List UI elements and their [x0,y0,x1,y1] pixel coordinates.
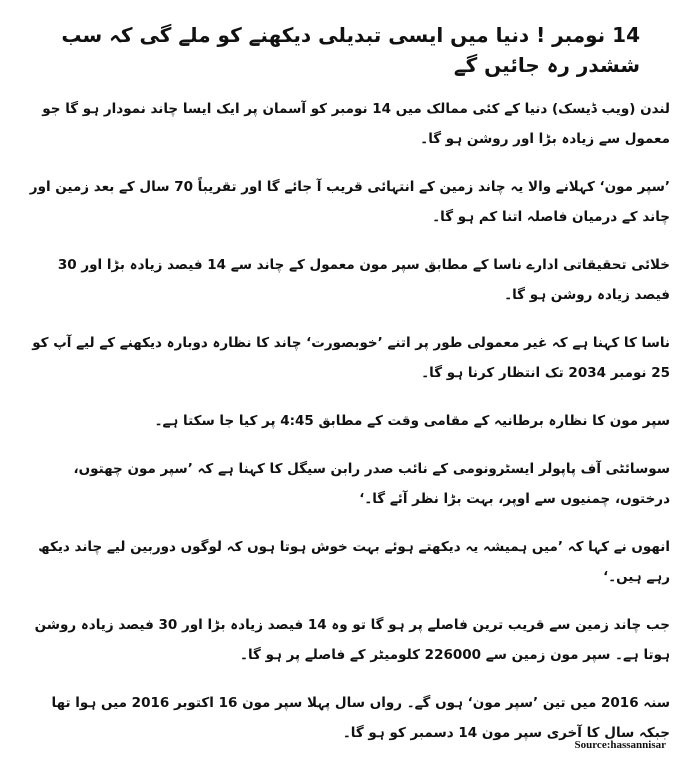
article-paragraph-1: لندن (ویب ڈیسک) دنیا کے کئی ممالک میں 14 نومبر کو آسمان پر ایک ایسا چاند نمودار ہو گا جو معمول سے زیادہ بڑا اور روشن ہو گا۔ [42,101,670,147]
article-paragraph-8: جب چاند زمین سے قریب ترین فاصلے پر ہو گا تو وہ 14 فیصد زیادہ بڑا اور 30 فیصد زیادہ روشن ہوتا ہے۔ سپر مون زمین سے 226000 کلومیٹر کے فاصلے پر ہو گا۔ [34,617,670,663]
article-paragraph-9: سنہ 2016 میں تین ’سپر مون‘ ہوں گے۔ رواں سال پہلا سپر مون 16 اکتوبر 2016 میں ہوا تھا جبکہ سال کا آخری سپر مون 14 دسمبر کو ہو گا۔ [51,695,670,741]
article-paragraph-3: خلائی تحقیقاتی ادارے ناسا کے مطابق سپر مون معمول کے چاند سے 14 فیصد زیادہ بڑا اور 30 فیصد زیادہ روشن ہو گا۔ [57,257,670,303]
article-paragraph-6: سوسائٹی آف پاپولر ایسٹرونومی کے نائب صدر رابن سیگل کا کہنا ہے کہ ’سپر مون چھتوں، درختوں، چمنیوں سے اوپر، بہت بڑا نظر آئے گا۔‘ [73,461,670,507]
article-paragraph-4: ناسا کا کہنا ہے کہ غیر معمولی طور پر اتنے ’خوبصورت‘ چاند کا نظارہ دوبارہ دیکھنے کے لیے آپ کو 25 نومبر 2034 تک انتظار کرنا ہو گا۔ [32,335,670,381]
article-headline: 14 نومبر ! دنیا میں ایسی تبدیلی دیکھنے کو ملے گی کہ سب ششدر رہ جائیں گے [61,23,640,77]
article-paragraph-2: ’سپر مون‘ کہلانے والا یہ چاند زمین کے انتہائی قریب آ جائے گا اور تقریباً 70 سال کے بعد زمین اور چاند کے درمیان فاصلہ اتنا کم ہو گا۔ [29,179,670,225]
article-paragraph-5: سپر مون کا نظارہ برطانیہ کے مقامی وقت کے مطابق 4:45 پر کیا جا سکتا ہے۔ [154,413,670,429]
source-credit: Source:hassannisar [574,739,666,751]
article-paragraph-7: انھوں نے کہا کہ ’میں ہمیشہ یہ دیکھتے ہوئے بہت خوش ہوتا ہوں کہ لوگوں دوربین لیے چاند دیکھ رہے ہیں۔‘ [38,539,670,585]
